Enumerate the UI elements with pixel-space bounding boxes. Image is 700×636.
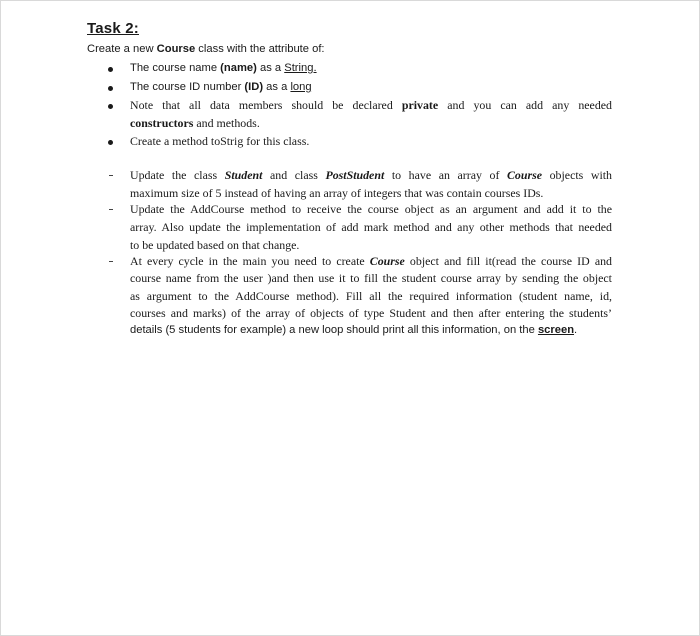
bullet-private-note-line2: constructors and methods. bbox=[130, 116, 260, 130]
dash-main-loop-line5: details (5 students for example) a new loop should print all this information, on the screen. bbox=[130, 324, 578, 336]
bullet-private-note-line1: Note that all data members should be declared private and you can add any needed bbox=[130, 98, 612, 112]
dash-addcourse-line1: Update the AddCourse method to receive the course object as an argument and add it to the bbox=[130, 202, 612, 216]
dash-icon bbox=[109, 209, 113, 210]
dash-addcourse-line2: array. Also update the implementation of add mark method and any other methods that needed bbox=[130, 220, 612, 234]
dash-update-student-line2: maximum size of 5 instead of having an array of integers that was contain courses IDs. bbox=[130, 186, 544, 200]
dash-main-loop-line1: At every cycle in the main you need to create Course object and fill it(read the course ID and bbox=[130, 254, 612, 268]
bullet-icon bbox=[108, 67, 113, 72]
dash-main-loop-line4: courses and marks) of the array of objects of type Student and then after entering the students’ bbox=[130, 306, 612, 320]
dash-main-loop-line2: course name from the user )and then use it to fill the student course array by sending the object bbox=[130, 271, 612, 285]
dash-addcourse-line3: to be updated based on that change. bbox=[130, 238, 300, 252]
task-intro: Create a new Course class with the attribute of: bbox=[87, 43, 325, 55]
dash-icon bbox=[109, 175, 113, 176]
bullet-icon bbox=[108, 86, 113, 91]
bullet-icon bbox=[108, 140, 113, 145]
bullet-course-name: The course name (name) as a String. bbox=[130, 62, 317, 74]
bullet-course-id: The course ID number (ID) as a long bbox=[130, 81, 312, 93]
bullet-icon bbox=[108, 104, 113, 109]
dash-icon bbox=[109, 261, 113, 262]
task-title: Task 2: bbox=[87, 20, 139, 37]
bullet-tostring: Create a method toStrig for this class. bbox=[130, 134, 310, 148]
dash-update-student-line1: Update the class Student and class PostStudent to have an array of Course objects with bbox=[130, 168, 612, 182]
dash-main-loop-line3: as argument to the AddCourse method). Fill all the required information (student name, id, bbox=[130, 289, 612, 303]
